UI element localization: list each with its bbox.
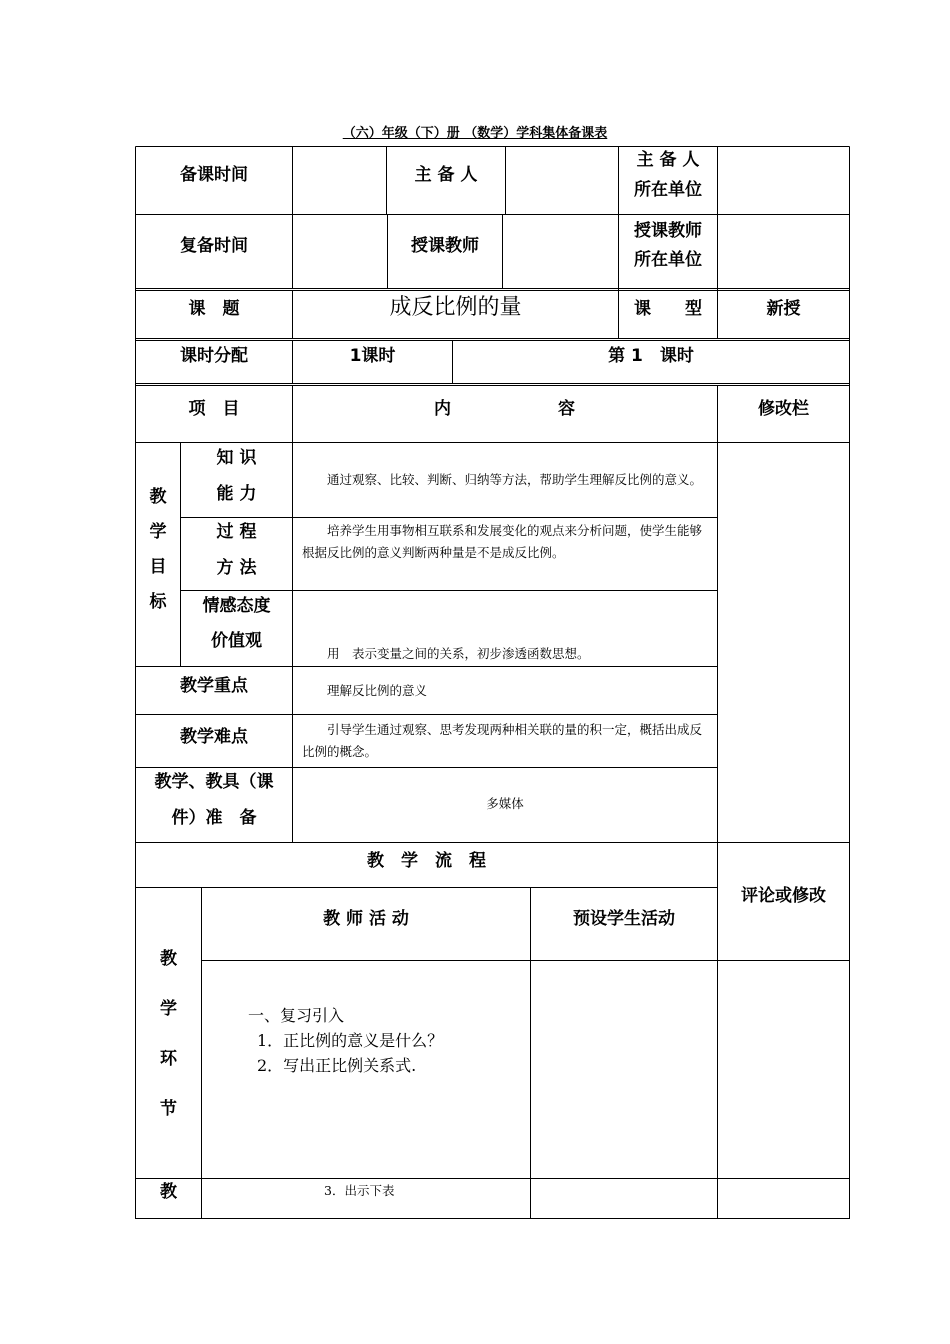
teacher-activity-header: 教 师 活 动 <box>323 909 409 929</box>
lesson-number: 第 1 课时 <box>608 346 694 366</box>
teacher-unit-label-line1: 授课教师 <box>634 221 702 241</box>
type-label: 课 型 <box>634 299 702 319</box>
tools-label-line2: 件）准 备 <box>171 808 257 828</box>
main-unit-label-line1: 主 备 人 <box>636 150 700 170</box>
teacher-label: 授课教师 <box>411 236 479 256</box>
emotion-label-line2: 价值观 <box>211 631 262 651</box>
difficulty-text: 引导学生通过观察、思考发现两种相关联的量的积一定，概括出成反比例的概念。 <box>302 722 703 759</box>
section-label-char-1: 教 <box>160 949 177 969</box>
review-time-label: 复备时间 <box>180 236 248 256</box>
hours-value: 1课时 <box>349 346 396 366</box>
goals-label-char-1: 教 <box>149 487 167 507</box>
emotion-text: 用 表示变量之间的关系，初步渗透函数思想。 <box>327 646 590 661</box>
flow-title: 教 学 流 程 <box>367 851 486 871</box>
tools-label-line1: 教学、教具（课 <box>154 772 274 792</box>
teacher-unit-label-line2: 所在单位 <box>634 250 702 270</box>
next-step-text: 3．出示下表 <box>324 1183 395 1198</box>
goals-label-char-2: 学 <box>149 522 167 542</box>
section-label-char-4: 节 <box>160 1099 177 1119</box>
process-label-line1: 过 程 <box>216 522 257 542</box>
knowledge-text: 通过观察、比较、判断、归纳等方法，帮助学生理解反比例的意义。 <box>327 472 703 487</box>
type-value: 新授 <box>766 299 801 319</box>
knowledge-label-line1: 知 识 <box>216 448 257 468</box>
knowledge-label-line2: 能 力 <box>216 484 257 504</box>
process-text: 培养学生用事物相互联系和发展变化的观点来分析问题，使学生能够根据反比例的意义判断两种量是不是成反比例。 <box>302 523 703 560</box>
next-section-label: 教 <box>160 1182 177 1202</box>
review-question-1: 1．正比例的意义是什么？ <box>257 1031 444 1050</box>
column-item: 项 目 <box>188 399 240 419</box>
key-point-text: 理解反比例的意义 <box>327 683 428 698</box>
column-content-2: 容 <box>558 399 575 419</box>
difficulty-label: 教学难点 <box>180 727 248 747</box>
main-unit-label-line2: 所在单位 <box>634 180 702 200</box>
student-activity-header: 预设学生活动 <box>573 909 675 929</box>
document-title: （六）年级（下）册 （数学）学科集体备课表 <box>342 126 608 141</box>
review-heading: 一、复习引入 <box>248 1006 345 1025</box>
hours-label: 课时分配 <box>180 346 248 366</box>
process-label-line2: 方 法 <box>216 558 257 578</box>
goals-label-char-4: 标 <box>149 592 167 612</box>
key-point-label: 教学重点 <box>180 676 248 696</box>
section-label-char-2: 学 <box>160 999 177 1019</box>
comment-label: 评论或修改 <box>741 886 826 906</box>
column-revise: 修改栏 <box>758 399 809 419</box>
topic-label: 课 题 <box>188 299 240 319</box>
prep-time-label: 备课时间 <box>180 165 248 185</box>
emotion-label-line1: 情感态度 <box>202 596 271 616</box>
main-preparer-label: 主 备 人 <box>414 165 478 185</box>
goals-label-char-3: 目 <box>149 557 167 577</box>
topic-value: 成反比例的量 <box>389 295 522 320</box>
tools-text: 多媒体 <box>486 796 524 811</box>
section-label-char-3: 环 <box>160 1049 177 1069</box>
column-content-1: 内 <box>434 399 451 419</box>
review-question-2: 2．写出正比例关系式. <box>257 1056 417 1075</box>
